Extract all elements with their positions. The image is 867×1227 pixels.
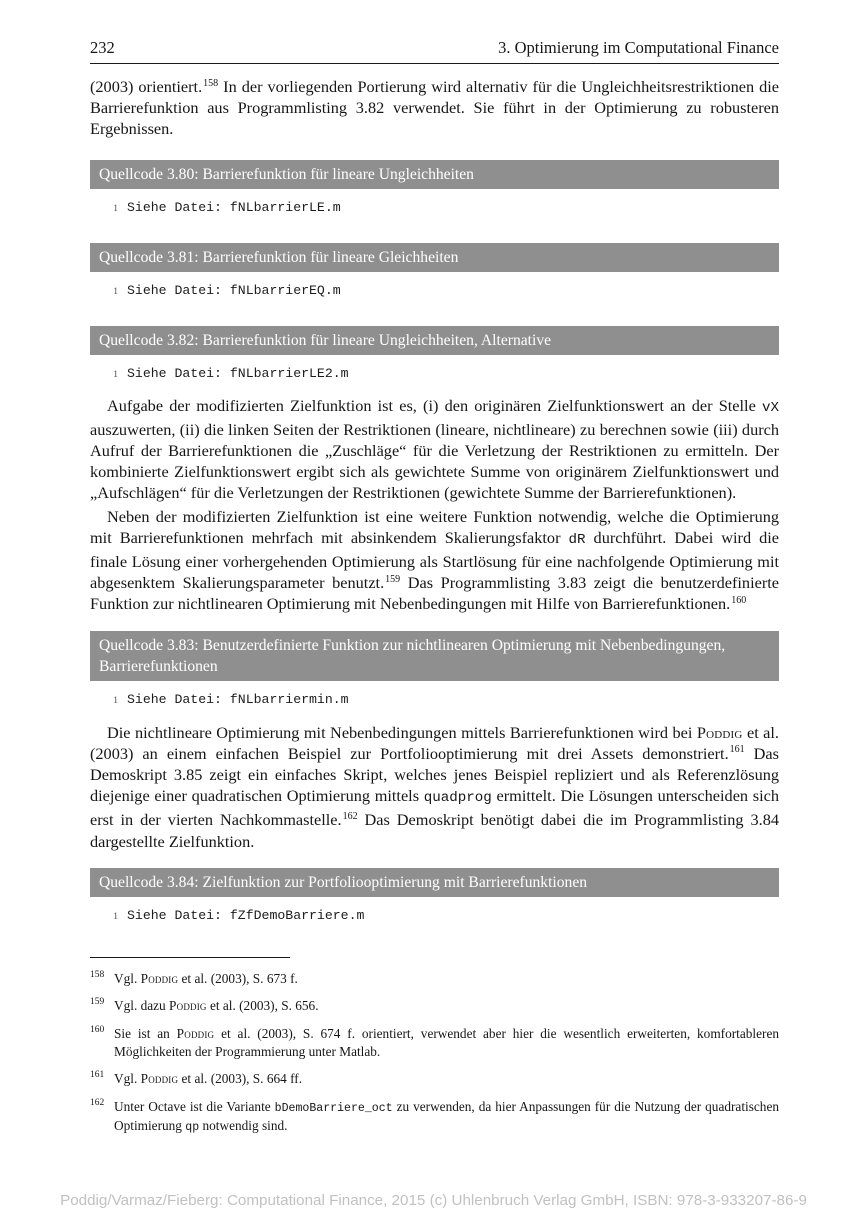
text-run: Das Programmlisting 3.83 zeigt die benutzerdefinierte Funktion zur nichtlinearen Optimierung mit Nebenbedingungen mit Hilfe von Barrierefunktionen. <box>90 573 779 614</box>
text-run: Sie ist an <box>114 1026 177 1042</box>
text-run: (2003) orientiert. <box>90 77 203 96</box>
listing-caption: Quellcode 3.80: Barrierefunktion für lineare Ungleichheiten <box>90 160 779 189</box>
author-name: Poddig <box>176 1026 215 1042</box>
listing-caption: Quellcode 3.83: Benutzerdefinierte Funktion zur nichtlinearen Optimierung mit Nebenbedingungen, Barrierefunktionen <box>90 631 779 681</box>
line-number: 1 <box>113 911 118 922</box>
body-paragraph <box>90 722 779 852</box>
text-run: et al. (2003), S. 674 f. orientiert, verwendet aber hier die wesentlich erweiterten, komfortableren Möglichkeiten der Programmierung unter Matlab. <box>114 1026 779 1059</box>
footnote-reference: 158 <box>203 77 219 89</box>
footnote-number: 159 <box>90 997 105 1008</box>
code-listing-3-81 <box>90 243 779 301</box>
spacer <box>90 710 779 722</box>
text-run: Neben der modifizierten Zielfunktion ist eine weitere Funktion notwendig, welche die Optimierung mit Barrierefunktionen mehrfach mit absinkendem Skalierungsfaktor <box>90 506 779 547</box>
footnote-number: 161 <box>90 1070 105 1081</box>
footnote-text <box>114 998 319 1013</box>
code-listing-3-84 <box>90 868 779 926</box>
running-header <box>90 38 779 64</box>
footnote-162 <box>90 1098 779 1137</box>
footnote-158 <box>90 970 779 988</box>
footnote-number: 158 <box>90 969 105 980</box>
footnote-reference: 161 <box>729 744 745 756</box>
footnote-text <box>114 971 298 986</box>
footnote-text <box>114 1026 779 1059</box>
code-text: Siehe Datei: fNLbarrierEQ.m <box>127 282 341 298</box>
text-run: In der vorliegenden Portierung wird alternativ für die Ungleichheitsrestriktionen die Barrierefunktion aus Programmlisting 3.82 verwendet. Sie führt in der Optimierung zu robusteren Ergebnissen. <box>90 77 780 139</box>
code-text: Siehe Datei: fNLbarrierLE.m <box>127 199 341 215</box>
code-listing-3-80 <box>90 160 779 218</box>
footnote-text <box>114 1099 779 1134</box>
inline-code: qp <box>185 1121 200 1135</box>
page-number: 232 <box>90 38 115 57</box>
author-name: Poddig <box>140 1071 179 1087</box>
text-run: et al. (2003) an einem einfachen Beispiel zur Portfoliooptimierung mit drei Assets demonstriert. <box>90 722 779 763</box>
text-run: notwendig sind. <box>199 1118 288 1134</box>
code-line <box>90 355 779 384</box>
code-line <box>90 681 779 710</box>
inline-code: dR <box>568 531 586 548</box>
inline-code: vX <box>761 399 779 416</box>
line-number: 1 <box>113 695 118 706</box>
code-listing-3-83 <box>90 631 779 710</box>
listing-caption: Quellcode 3.81: Barrierefunktion für lineare Gleichheiten <box>90 243 779 272</box>
text-run: et al. (2003), S. 673 f. <box>178 970 298 986</box>
spacer <box>90 384 779 395</box>
code-line <box>90 897 779 926</box>
line-number: 1 <box>113 203 118 214</box>
footnote-reference: 159 <box>385 573 401 585</box>
line-number: 1 <box>113 286 118 297</box>
text-run: ermittelt. Die Lösungen unterscheiden sich erst in der vierten Nachkommastelle. <box>90 786 780 830</box>
code-text: Siehe Datei: fNLbarriermin.m <box>127 691 349 707</box>
line-number: 1 <box>113 369 118 380</box>
text-run: Aufgabe der modifizierten Zielfunktion ist es, (i) den originären Zielfunktionswert an der Stelle <box>107 395 762 415</box>
listing-caption: Quellcode 3.84: Zielfunktion zur Portfoliooptimierung mit Barrierefunktionen <box>90 868 779 897</box>
footnote-161 <box>90 1070 779 1088</box>
code-text: Siehe Datei: fNLbarrierLE2.m <box>127 365 349 381</box>
footnote-number: 160 <box>90 1025 105 1036</box>
text-run: Vgl. <box>114 970 141 986</box>
text-run: Unter Octave ist die Variante <box>114 1098 275 1114</box>
chapter-title: 3. Optimierung im Computational Finance <box>498 38 779 57</box>
author-name: Poddig <box>169 998 207 1014</box>
text-run: Vgl. <box>114 1071 141 1087</box>
text-run: Vgl. dazu <box>114 998 170 1014</box>
footnote-reference: 162 <box>342 811 358 823</box>
code-line <box>90 189 779 218</box>
text-run: et al. (2003), S. 656. <box>206 998 319 1014</box>
body-paragraph <box>90 506 779 615</box>
body-paragraph <box>90 76 779 140</box>
copyright-footer: Poddig/Varmaz/Fieberg: Computational Finance, 2015 (c) Uhlenbruch Verlag GmbH, ISBN: 978-3-933207-86-9 <box>60 1192 807 1209</box>
text-run: Das Demoskript 3.85 zeigt ein einfaches Skript, welches jenes Beispiel repliziert und als Referenzlösung diejenige einer quadratischen Optimierung mittels <box>90 743 779 806</box>
footnote-number: 162 <box>90 1097 105 1108</box>
footnote-160 <box>90 1025 779 1060</box>
footnote-rule <box>90 957 290 958</box>
footnote-159 <box>90 997 779 1015</box>
footnotes-section <box>90 957 779 1137</box>
inline-code: bDemoBarriere_oct <box>274 1101 393 1115</box>
footnote-text <box>114 1071 302 1086</box>
body-paragraph <box>90 395 779 504</box>
listing-caption: Quellcode 3.82: Barrierefunktion für lineare Ungleichheiten, Alternative <box>90 326 779 355</box>
text-run: et al. (2003), S. 664 ff. <box>178 1071 303 1087</box>
code-listing-3-82 <box>90 326 779 384</box>
text-run: Die nichtlineare Optimierung mit Nebenbedingungen mittels Barrierefunktionen wird bei <box>107 722 697 742</box>
code-line <box>90 272 779 301</box>
author-name: Poddig <box>696 722 743 742</box>
author-name: Poddig <box>140 970 179 986</box>
code-text: Siehe Datei: fZfDemoBarriere.m <box>127 907 365 923</box>
inline-code: quadprog <box>423 790 492 807</box>
text-run: auszuwerten, (ii) die linken Seiten der Restriktionen (lineare, nichtlineare) zu berechnen sowie (iii) durch Aufruf der Barrierefunktionen die „Zuschläge“ für die Verletzung der Restriktionen zu ermitteln. Der kombinierte Zielfunktionswert ergibt sich als gewichtete Summe von originärem Zielfunktionswert und „Aufschlägen“ für die Verletzungen der Restriktionen (gewichtete Summe der Barrierefunktionen). <box>90 419 779 503</box>
text-run: durchführt. Dabei wird die finale Lösung einer vorhergehenden Optimierung als Startlösung für eine nachfolgende Optimierung mit abgesenktem Skalierungsparameter benutzt. <box>90 527 779 593</box>
text-run: Das Demoskript benötigt dabei die im Programmlisting 3.84 dargestellte Zielfunktion. <box>90 810 779 851</box>
footnote-reference: 160 <box>731 595 747 607</box>
text-run: zu verwenden, da hier Anpassungen für die Nutzung der quadratischen Optimierung <box>114 1098 779 1134</box>
